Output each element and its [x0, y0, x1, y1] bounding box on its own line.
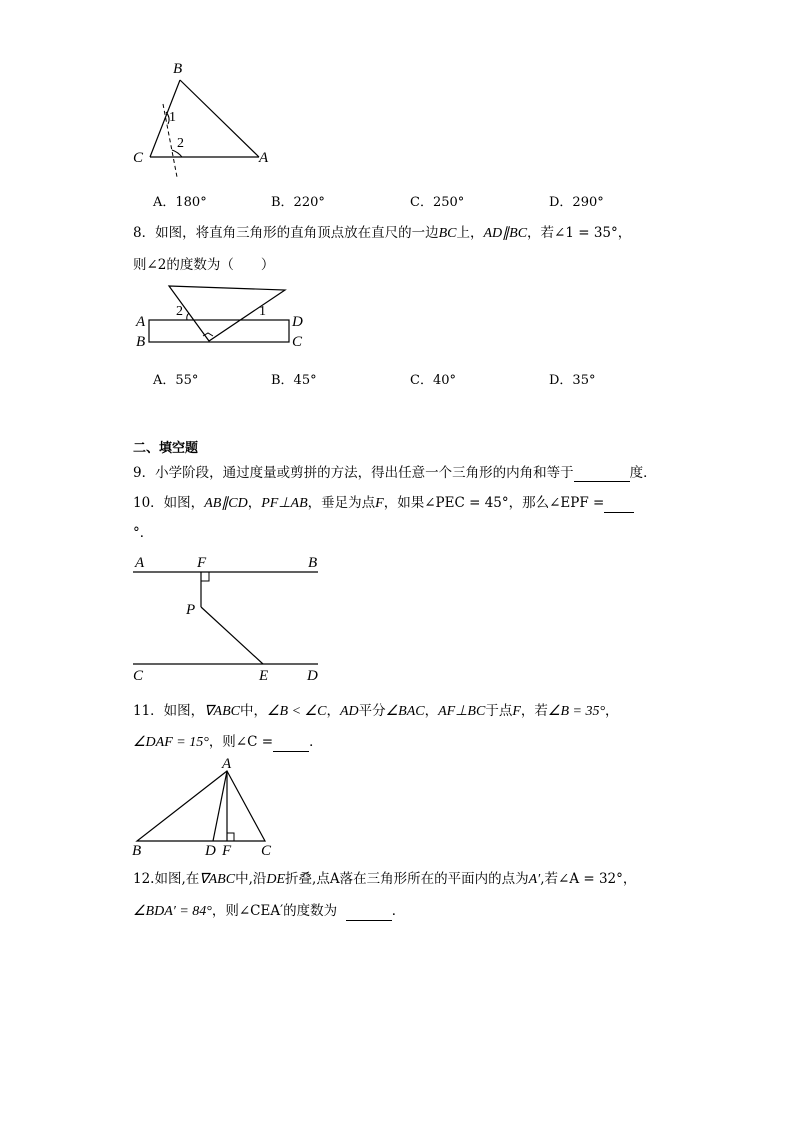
- q10-stem-line2: °．: [133, 525, 154, 541]
- fig7-angle2-label: 2: [177, 136, 184, 151]
- q8-prefix: 8．如图，将直角三角形的直角顶点放在直尺的一边: [133, 225, 439, 241]
- q8-bc: BC: [438, 226, 457, 241]
- fig10-label-p: P: [186, 602, 196, 618]
- fig7-angle1-label: 1: [169, 110, 176, 125]
- q11-mid1: 中，: [240, 703, 267, 719]
- q11-line2-b: ，则∠C =: [208, 734, 274, 750]
- q8-option-b: B．45°: [271, 373, 317, 388]
- q8-stem-line2: 则∠2的度数为（ ）: [133, 257, 275, 273]
- fig11-label-a: A: [222, 756, 232, 772]
- q12-prefix: 12.如图,在: [133, 871, 200, 887]
- q12-stem-line1: [133, 870, 636, 889]
- fig8-angle1-label: 1: [259, 304, 266, 319]
- fig11-right-angle-mark: [227, 833, 234, 841]
- fig10-label-c: C: [133, 668, 144, 684]
- q7-option-a: A．180°: [153, 195, 207, 210]
- section-fill-in-title: 二、填空题: [133, 441, 199, 456]
- q10-mid2: ，如果∠PEC = 45°，那么∠EPF =: [383, 495, 605, 511]
- fig11-label-b: B: [132, 843, 142, 859]
- q12-triangle: ∇ABC: [199, 872, 236, 887]
- q12-stem-line2: [133, 902, 405, 921]
- q11-mid2: 平分: [358, 703, 386, 719]
- q11-mid3: 于点: [485, 703, 513, 719]
- fig8-label-b: B: [136, 334, 146, 350]
- fig11-label-f: F: [222, 843, 232, 859]
- q8-option-d: D．35°: [549, 373, 596, 388]
- q11-sep2: ，: [424, 703, 439, 719]
- q12-de: DE: [266, 872, 286, 887]
- q10-mid: ，垂足为点: [307, 495, 376, 511]
- fig10-label-b: B: [308, 555, 318, 571]
- q11-sep1: ，: [326, 703, 340, 719]
- q11-cond4: AF⊥BC: [438, 704, 486, 719]
- q12-line2-b: ，则∠CEA′的度数为: [211, 903, 338, 919]
- fig11-label-c: C: [261, 843, 272, 859]
- q12-answer-blank[interactable]: [346, 906, 392, 921]
- fig10-label-d: D: [307, 668, 318, 684]
- q8-mid1: 上，: [456, 225, 484, 241]
- q11-triangle: ∇ABC: [204, 704, 240, 719]
- q7-option-b: B．220°: [271, 195, 325, 210]
- q11-prefix: 11．如图，: [133, 703, 205, 719]
- q11-cond3: ∠BAC: [385, 704, 425, 719]
- fig7-label-a: A: [259, 150, 269, 166]
- fig7-label-b: B: [173, 61, 183, 77]
- fig8-label-d: D: [292, 314, 303, 330]
- q10-point-f: F: [375, 496, 384, 511]
- fig10-label-a: A: [135, 555, 145, 571]
- q11-mid4: ，若: [520, 703, 548, 719]
- q9-text: 9．小学阶段，通过度量或剪拼的方法，得出任意一个三角形的内角和等于: [133, 465, 574, 481]
- q10-prefix: 10．如图，: [133, 495, 205, 511]
- q10-cond2: PF⊥AB: [261, 496, 308, 511]
- q10-sep1: ，: [247, 495, 262, 511]
- q8-option-c: C．40°: [410, 373, 456, 388]
- q11-cond5: ∠B = 35°: [547, 704, 606, 719]
- fig7-label-c: C: [133, 150, 144, 166]
- fig11-label-d: D: [205, 843, 216, 859]
- q10-cond1: AB∥CD: [204, 496, 248, 511]
- q11-cond2: AD: [339, 704, 359, 719]
- q7-option-c: C．250°: [410, 195, 465, 210]
- q9-suffix: 度．: [629, 465, 657, 481]
- q11-end1: ，: [605, 703, 619, 719]
- fig8-label-c: C: [292, 334, 303, 350]
- q8-mid2: ，若∠1 = 35°，: [527, 225, 632, 241]
- q12-mid1: 中,沿: [235, 871, 267, 887]
- q11-point-f: F: [512, 704, 521, 719]
- fig8-angle2-label: 2: [176, 304, 183, 319]
- fig10-label-f: F: [197, 555, 207, 571]
- q8-option-a: A．55°: [153, 373, 199, 388]
- fig10-label-e: E: [259, 668, 269, 684]
- q7-option-d: D．290°: [549, 195, 604, 210]
- q12-a-prime: A′: [528, 872, 541, 887]
- fig11-triangle-abc: [137, 771, 265, 841]
- q11-line2-cond: ∠DAF = 15°: [133, 735, 209, 750]
- q8-parallel: AD∥BC: [483, 226, 528, 241]
- q12-mid3: ,若∠A = 32°，: [540, 871, 637, 887]
- q12-line2-cond: ∠BDA′ = 84°: [133, 904, 212, 919]
- q12-line2-c: ．: [391, 903, 406, 919]
- q11-line2-c: ．: [309, 734, 323, 750]
- fig11-segment-ad: [213, 771, 227, 841]
- q12-mid2: 折叠,点A落在三角形所在的平面内的点为: [285, 871, 529, 887]
- q11-cond1: ∠B < ∠C: [267, 704, 327, 719]
- fig8-label-a: A: [136, 314, 146, 330]
